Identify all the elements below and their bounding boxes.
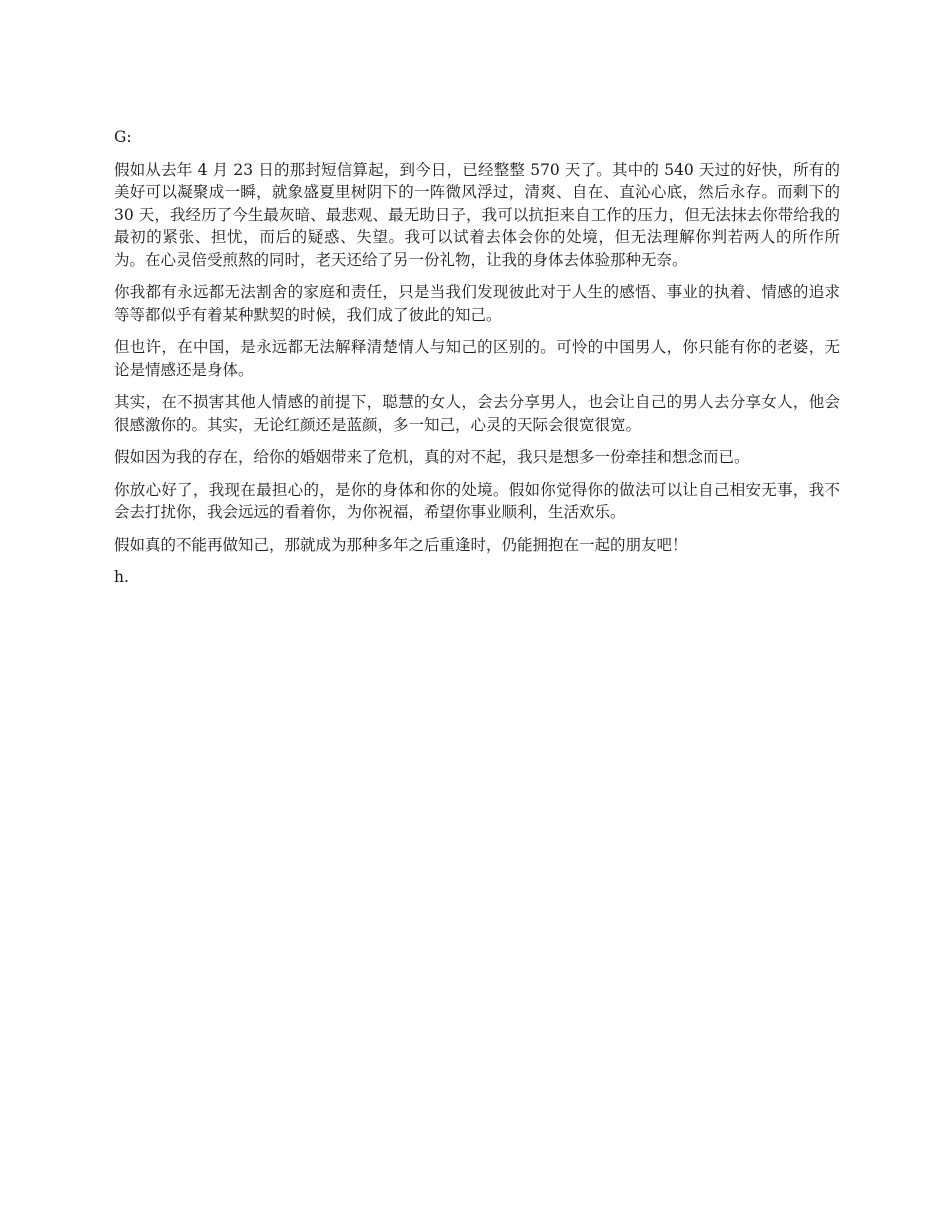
paragraph-6: 你放心好了，我现在最担心的，是你的身体和你的处境。假如你觉得你的做法可以让自己相安无事，我不会去打扰你，我会远远的看着你，为你祝福，希望你事业顺利，生活欢乐。 — [114, 480, 840, 521]
signature: h. — [114, 568, 129, 586]
paragraph-1: 假如从去年 4 月 23 日的那封短信算起，到今日，已经整整 570 天了。其中的 540 天过的好快，所有的美好可以凝聚成一瞬，就象盛夏里树阴下的一阵微风浮过，清爽、自在、直沁心底，然后永存。而剩下的 30 天，我经历了今生最灰暗、最悲观、最无助日子，我可以抗拒来自工作的压力，但无法抹去你带给我的最初的紧张、担忧，而后的疑惑、失望。我可以试着去体会你的处境，但无法理解你判若两人的所作所为。在心灵倍受煎熬的同时，老天还给了另一份礼物，让我的身体去体验那种无奈。 — [114, 160, 840, 269]
paragraph-4: 其实，在不损害其他人情感的前提下，聪慧的女人，会去分享男人，也会让自己的男人去分享女人，他会很感激你的。其实，无论红颜还是蓝颜，多一知己，心灵的天际会很宽很宽。 — [114, 393, 840, 434]
paragraph-3: 但也许，在中国，是永远都无法解释清楚情人与知己的区别的。可怜的中国男人，你只能有你的老婆，无论是情感还是身体。 — [114, 338, 840, 379]
salutation: G: — [114, 128, 132, 146]
paragraph-2: 你我都有永远都无法割舍的家庭和责任，只是当我们发现彼此对于人生的感悟、事业的执着、情感的追求等等都似乎有着某种默契的时候，我们成了彼此的知己。 — [114, 283, 840, 324]
letter-body — [114, 126, 840, 599]
paragraph-7: 假如真的不能再做知己，那就成为那种多年之后重逢时，仍能拥抱在一起的朋友吧！ — [114, 535, 688, 554]
paragraph-5: 假如因为我的存在，给你的婚姻带来了危机，真的对不起，我只是想多一份牵挂和想念而已。 — [114, 448, 750, 466]
